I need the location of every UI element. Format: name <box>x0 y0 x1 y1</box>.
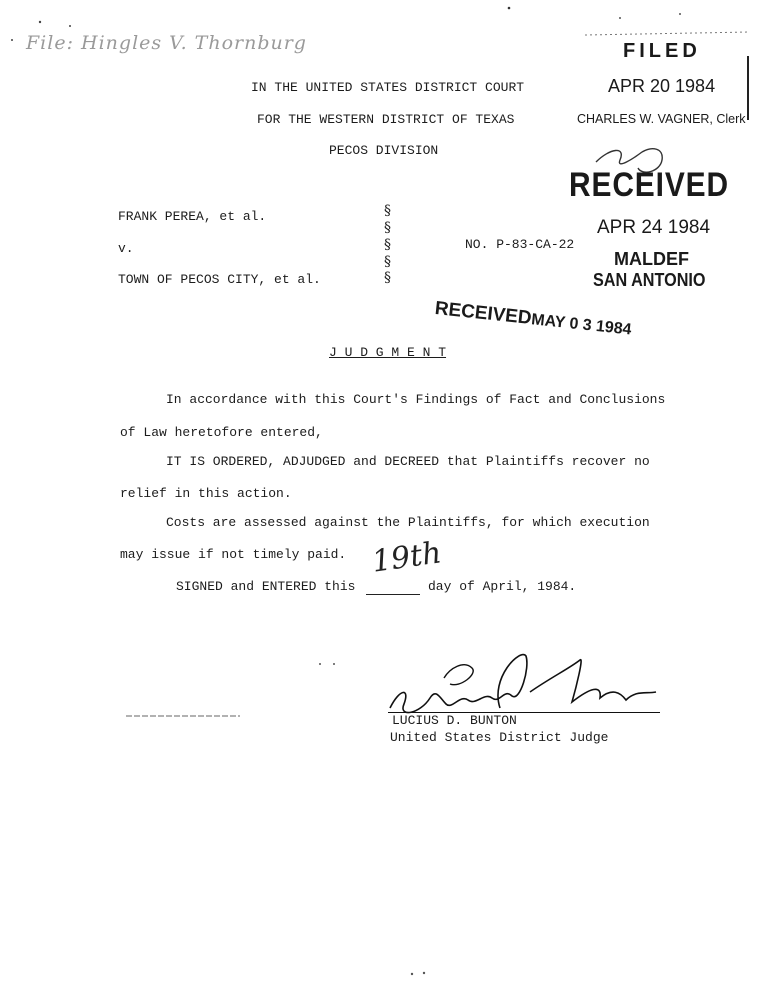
signed-day-blank <box>366 594 420 595</box>
signed-day-handwritten: 19th <box>369 535 444 580</box>
caption-plaintiff: FRANK PEREA, et al. <box>118 209 267 224</box>
judgment-title: J U D G M E N T <box>329 345 447 360</box>
paragraph1-line2: of Law heretofore entered, <box>120 425 323 440</box>
section-mark: § <box>384 203 391 219</box>
caption-versus: v. <box>118 241 134 256</box>
section-mark: § <box>384 270 391 286</box>
received-stamp-title: RECEIVED <box>569 166 730 204</box>
court-heading-line1: IN THE UNITED STATES DISTRICT COURT <box>251 80 525 95</box>
caption-defendant: TOWN OF PECOS CITY, et al. <box>118 272 321 287</box>
paragraph3-line2: may issue if not timely paid. <box>120 547 347 562</box>
court-heading-line3: PECOS DIVISION <box>329 143 439 158</box>
received-stamp-2-date: MAY 0 3 1984 <box>530 311 633 339</box>
judge-title: United States District Judge <box>390 730 609 745</box>
paragraph1-line1: In accordance with this Court's Findings of Fact and Conclusions <box>166 392 666 407</box>
filed-stamp-title: FILED <box>623 40 701 62</box>
case-number: NO. P-83-CA-22 <box>465 237 575 252</box>
court-heading-line2: FOR THE WESTERN DISTRICT OF TEXAS <box>257 112 515 127</box>
signed-suffix: day of April, 1984. <box>428 579 577 594</box>
filed-stamp-clerk: CHARLES W. VAGNER, Clerk <box>577 112 746 126</box>
signed-prefix: SIGNED and ENTERED this <box>176 579 356 594</box>
judge-name: LUCIUS D. BUNTON <box>392 713 517 728</box>
section-mark: § <box>384 254 391 270</box>
received-stamp-org: MALDEF <box>614 249 689 269</box>
received-stamp-city: SAN ANTONIO <box>593 270 706 290</box>
section-mark: § <box>384 237 391 253</box>
filed-stamp-date: APR 20 1984 <box>608 76 716 96</box>
paragraph2-line1: IT IS ORDERED, ADJUDGED and DECREED that Plaintiffs recover no <box>166 454 650 469</box>
section-mark: § <box>384 220 391 236</box>
paragraph3-line1: Costs are assessed against the Plaintiffs, for which execution <box>166 515 650 530</box>
paragraph2-line2: relief in this action. <box>120 486 292 501</box>
received-stamp-2-title: RECEIVED <box>433 298 533 330</box>
handwritten-file-note: File: Hingles V. Thornburg <box>26 32 307 54</box>
received-stamp-date: APR 24 1984 <box>597 217 711 238</box>
